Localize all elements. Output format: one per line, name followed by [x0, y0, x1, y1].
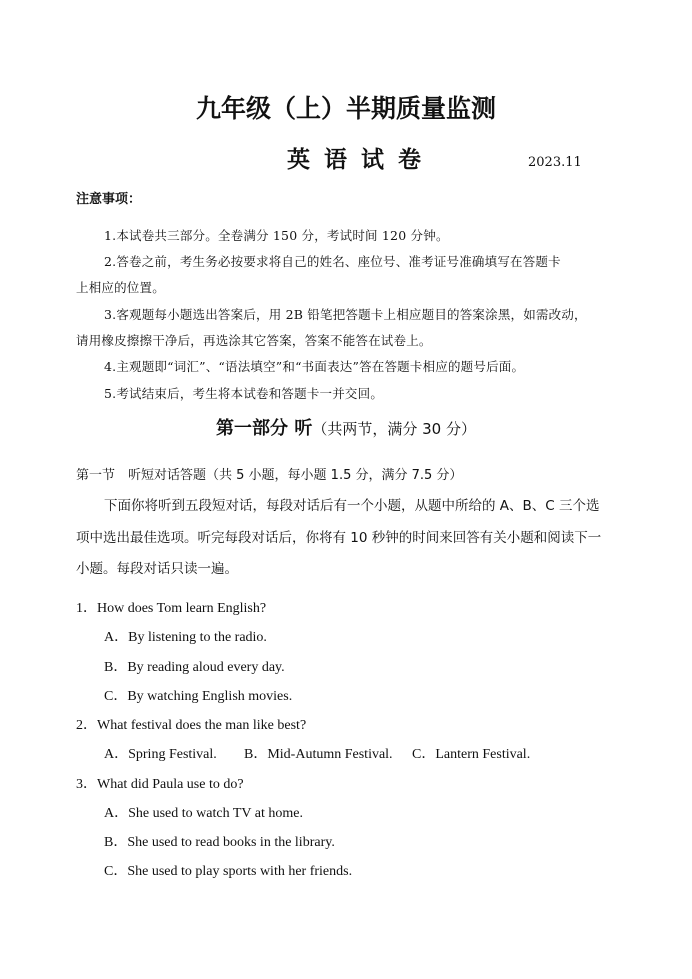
- exam-date: 2023.11: [528, 155, 582, 170]
- section-heading-main: 第一部分 听: [216, 418, 313, 439]
- question-option: A．By listening to the radio.: [104, 630, 267, 645]
- question-option: A．She used to watch TV at home.: [104, 806, 303, 821]
- question-stem: 3．What did Paula use to do?: [76, 777, 244, 792]
- notice-line: 请用橡皮擦擦干净后，再选涂其它答案，答案不能答在试卷上。: [76, 333, 432, 348]
- exam-subtitle: 英语试卷: [287, 146, 435, 173]
- notice-line: 2.答卷之前，考生务必按要求将自己的姓名、座位号、准考证号准确填写在答题卡: [104, 254, 561, 269]
- question-option: C．By watching English movies.: [104, 689, 293, 704]
- question-stem: 2．What festival does the man like best?: [76, 718, 307, 733]
- section-heading: [0, 420, 692, 438]
- section-heading-sub: （共两节，满分 30 分）: [312, 420, 476, 438]
- question-option: B．Mid-Autumn Festival.: [244, 747, 393, 762]
- intro-line: 小题。每段对话只读一遍。: [76, 561, 238, 577]
- question-stem: 1．How does Tom learn English?: [76, 601, 267, 616]
- part-label: 第一节 听短对话答题（共 5 小题，每小题 1.5 分，满分 7.5 分）: [76, 468, 463, 483]
- question-option: B．She used to read books in the library.: [104, 835, 335, 850]
- notice-line: 3.客观题每小题选出答案后，用 2B 铅笔把答题卡上相应题目的答案涂黑，如需改动，: [104, 307, 587, 322]
- question-option: C．Lantern Festival.: [412, 747, 531, 762]
- notice-line: 5.考试结束后，考生将本试卷和答题卡一并交回。: [104, 386, 384, 401]
- question-option: C．She used to play sports with her friends.: [104, 864, 353, 879]
- intro-line: 项中选出最佳选项。听完每段对话后，你将有 10 秒钟的时间来回答有关小题和阅读下一: [76, 530, 602, 546]
- question-option: A．Spring Festival.: [104, 747, 217, 762]
- exam-title: 九年级（上）半期质量监测: [195, 94, 496, 123]
- notice-line: 上相应的位置。: [76, 280, 165, 295]
- notice-line: 4.主观题即“词汇”、“语法填空”和“书面表达”答在答题卡相应的题号后面。: [104, 359, 525, 374]
- intro-line: 下面你将听到五段短对话，每段对话后有一个小题，从题中所给的 A、B、C 三个选: [104, 498, 600, 514]
- notice-line: 1.本试卷共三部分。全卷满分 150 分，考试时间 120 分钟。: [104, 228, 449, 243]
- notice-heading: 注意事项：: [76, 192, 142, 207]
- question-option: B．By reading aloud every day.: [104, 660, 285, 675]
